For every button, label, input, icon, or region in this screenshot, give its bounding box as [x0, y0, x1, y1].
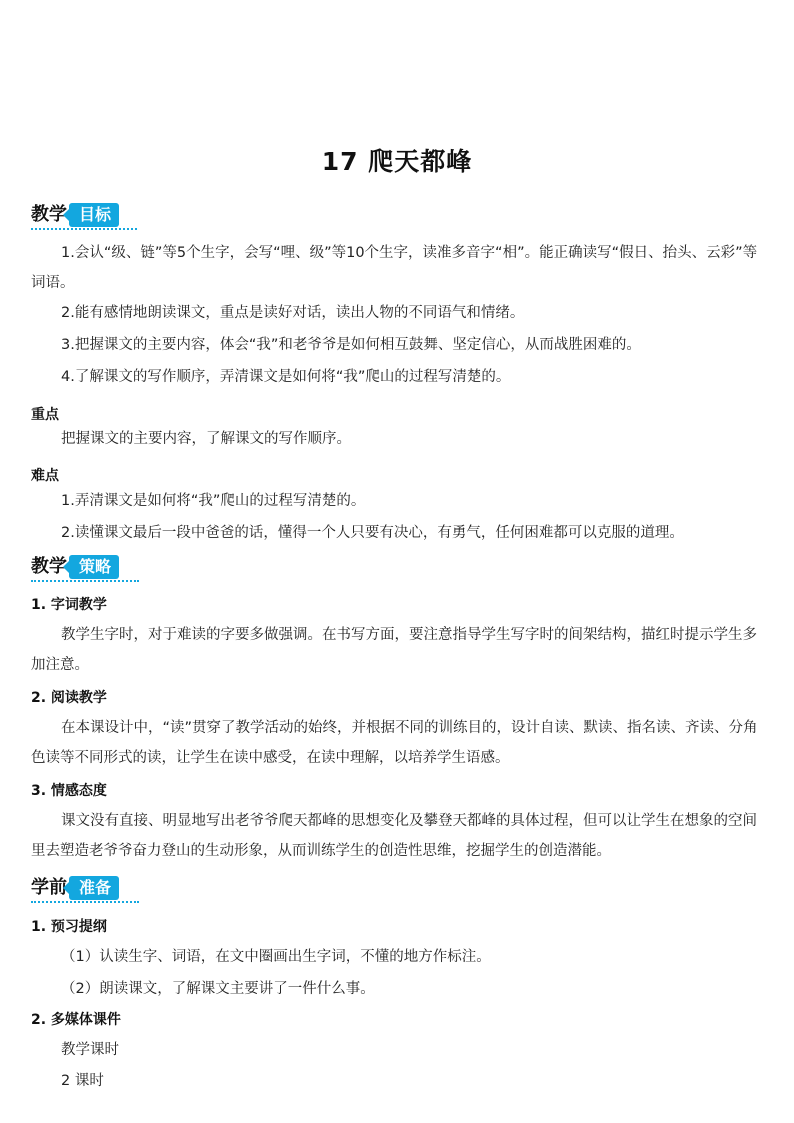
- key-point-label: 重点: [31, 407, 59, 423]
- goal-item: 3.把握课文的主要内容，体会“我”和老爷爷是如何相互鼓舞、坚定信心，从而战胜困难的。: [61, 337, 641, 353]
- difficulty-label: 难点: [31, 468, 59, 484]
- strategy-text: 教学生字时，对于难读的字要多做强调。在书写方面，要注意指导学生写字时的间架结构，描红时提示学生多加注意。: [31, 627, 757, 673]
- strategy-heading: 1. 字词教学: [31, 597, 107, 613]
- section-underline: [31, 901, 139, 903]
- strategy-text: 在本课设计中，“读”贯穿了教学活动的始终，并根据不同的训练目的，设计自读、默读、指名读、齐读、分角色读等不同形式的读，让学生在读中感受，在读中理解，以培养学生语感。: [31, 720, 758, 766]
- goal-item: 2.能有感情地朗读课文，重点是读好对话，读出人物的不同语气和情绪。: [61, 305, 525, 321]
- section-header-left: 教学: [31, 204, 67, 225]
- goal-item: 1.会认“级、链”等5个生字，会写“哩、级”等10个生字，读准多音字“相”。能正确读写“假日、抬头、云彩”等词语。: [31, 245, 758, 291]
- section-header-tag: 准备: [69, 876, 119, 900]
- section-header-tag: 策略: [69, 555, 119, 579]
- section-header-left: 教学: [31, 556, 67, 577]
- section-header-goals: [31, 200, 137, 230]
- strategy-heading: 3. 情感态度: [31, 783, 107, 799]
- outline-heading: 1. 预习提纲: [31, 919, 107, 935]
- outline-item: （1）认读生字、词语，在文中圈画出生字词，不懂的地方作标注。: [61, 949, 491, 965]
- difficulty-item: 1.弄清课文是如何将“我”爬山的过程写清楚的。: [61, 493, 366, 509]
- page-title: 17 爬天都峰: [321, 147, 473, 176]
- goal-item: 4.了解课文的写作顺序，弄清课文是如何将“我”爬山的过程写清楚的。: [61, 369, 511, 385]
- outline-item: （2）朗读课文，了解课文主要讲了一件什么事。: [61, 981, 375, 997]
- difficulty-item: 2.读懂课文最后一段中爸爸的话，懂得一个人只要有决心，有勇气，任何困难都可以克服的道理。: [61, 525, 684, 541]
- strategy-text: 课文没有直接、明显地写出老爷爷爬天都峰的思想变化及攀登天都峰的具体过程，但可以让学生在想象的空间里去塑造老爷爷奋力登山的生动形象，从而训练学生的创造性思维，挖掘学生的创造潜能。: [31, 813, 757, 859]
- section-header-left: 学前: [31, 877, 67, 898]
- strategy-heading: 2. 阅读教学: [31, 690, 107, 706]
- key-point-text: 把握课文的主要内容，了解课文的写作顺序。: [61, 431, 351, 447]
- section-underline: [31, 228, 137, 230]
- section-underline: [31, 580, 139, 582]
- section-header-strategy: [31, 552, 139, 582]
- hours-value: 2 课时: [61, 1073, 104, 1089]
- section-header-tag: 目标: [69, 203, 119, 227]
- hours-label: 教学课时: [61, 1042, 119, 1058]
- media-heading: 2. 多媒体课件: [31, 1012, 121, 1028]
- section-header-prep: [31, 873, 139, 903]
